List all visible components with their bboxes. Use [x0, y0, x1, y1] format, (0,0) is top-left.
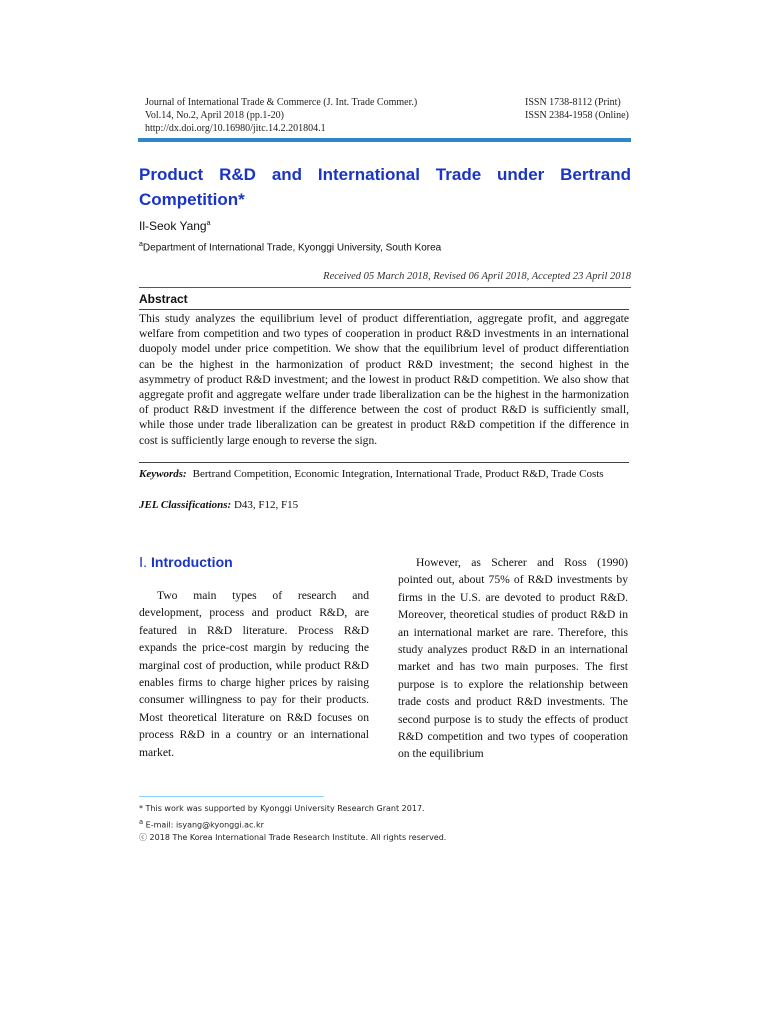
received-rule — [139, 287, 631, 288]
left-column — [139, 587, 369, 761]
body-paragraph: Two main types of research and development, process and product R&D, are featured in R&D literature. Process R&D expands the price-cost margin by reducing the marginal cost of production, while product R&D enables firms to charge higher prices by raising consumer willingness to pay for their products. Most theoretical literature on R&D focuses on process R&D in a country or an international market. — [139, 589, 369, 759]
right-column — [398, 554, 628, 763]
section-number: Ⅰ. — [139, 554, 148, 570]
copyright-symbol: ⓒ — [139, 832, 147, 842]
affiliation-text: Department of International Trade, Kyonggi University, South Korea — [142, 242, 442, 254]
received-dates: Received 05 March 2018, Revised 06 April 2018, Accepted 23 April 2018 — [323, 271, 631, 282]
issn-info — [525, 96, 635, 122]
footnote-rule — [139, 796, 324, 797]
email-superscript: a — [139, 817, 144, 826]
keywords-label: Keywords: — [139, 468, 187, 480]
jel-label: JEL Classifications: — [139, 499, 232, 511]
body-paragraph: However, as Scherer and Ross (1990) pointed out, about 75% of R&D investments by firms in the U.S. are devoted to product R&D. Moreover, theoretical studies of product R&D in an international market are rare. Therefore, this study analyzes product R&D in an international market and has two main purposes. The first purpose is to explore the relationship between trade costs and product R&D investments. The second purpose is to study the effects of product R&D competition and two types of cooperation on the equilibrium — [398, 556, 628, 761]
footnote-copyright — [139, 832, 446, 845]
footnotes — [139, 803, 446, 844]
journal-volume: Vol.14, No.2, April 2018 (pp.1-20) — [145, 110, 284, 121]
issn-online: ISSN 2384-1958 (Online) — [525, 110, 629, 121]
issn-print: ISSN 1738-8112 (Print) — [525, 97, 621, 108]
jel-classifications — [139, 499, 298, 511]
abstract-text: This study analyzes the equilibrium level of product differentiation, aggregate profit, and aggregate welfare from competition and two types of cooperation in product R&D investments in an international duopoly model under price competition. We show that the equilibrium level of product differentiation can be the highest in the harmonization of product R&D investment; the second highest in the asymmetry of product R&D investment; and the lowest in product R&D competition. We also show that aggregate profit and aggregate welfare under trade liberalization can be the highest in the harmonization of product R&D investment if the difference between the cost of product R&D is sufficiently small, while those under trade liberalization can be greatest in product R&D competition if the difference in cost is sufficiently large enough to reverse the sign. — [139, 312, 629, 447]
author-line — [139, 219, 211, 233]
keywords-value: Bertrand Competition, Economic Integration, International Trade, Product R&D, Trade Costs — [192, 468, 604, 480]
affiliation — [139, 241, 441, 253]
email-text[interactable]: E-mail: isyang@kyonggi.ac.kr — [145, 820, 264, 830]
footnote-email — [139, 816, 446, 832]
footnote-funding: * This work was supported by Kyonggi University Research Grant 2017. — [139, 804, 425, 813]
author-superscript: a — [206, 220, 211, 227]
section-title: Introduction — [151, 554, 233, 570]
doi-link[interactable]: http://dx.doi.org/10.16980/jitc.14.2.201804.1 — [145, 123, 326, 134]
keywords — [139, 467, 629, 482]
copyright-text: 2018 The Korea International Trade Research Institute. All rights reserved. — [149, 832, 447, 842]
article-title: Product R&D and International Trade under Bertrand Competition* — [139, 165, 631, 209]
section-heading — [139, 554, 233, 571]
header-rule — [138, 138, 631, 142]
abstract-heading: Abstract — [139, 292, 188, 306]
author-name: Il-Seok Yang — [139, 219, 207, 233]
affiliation-superscript: a — [139, 241, 143, 248]
journal-info — [145, 96, 475, 135]
journal-name: Journal of International Trade & Commerce (J. Int. Trade Commer.) — [145, 97, 418, 108]
jel-value: D43, F12, F15 — [233, 499, 299, 511]
